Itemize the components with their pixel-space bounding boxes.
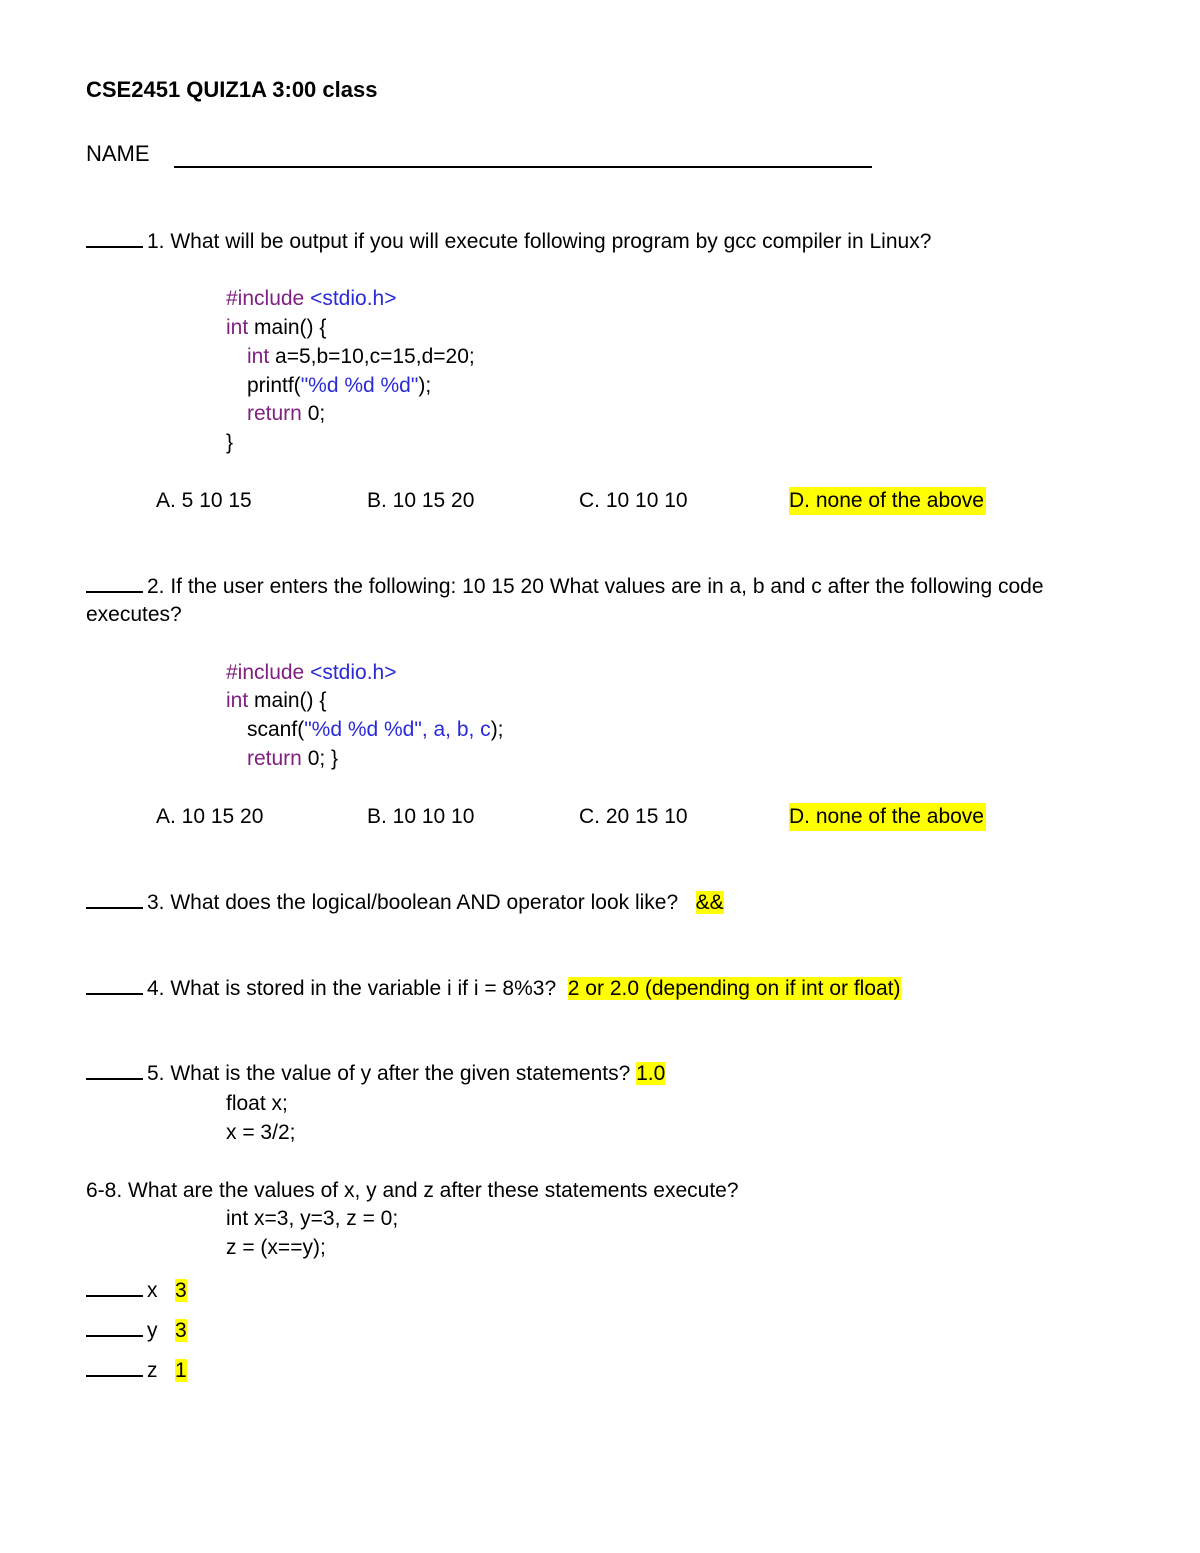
q1-option-b: B. 10 15 20 (367, 489, 475, 512)
question-2-text: 2. If the user enters the following: 10 15 20 What values are in a, b and c after the following code (147, 575, 1044, 598)
answer-blank-3[interactable] (86, 889, 143, 909)
question-5-text: 5. What is the value of y after the given statements? (147, 1062, 631, 1085)
q2-code-line-3: scanf("%d %d %d", a, b, c); (247, 718, 504, 741)
answer-blank-7[interactable] (86, 1317, 143, 1337)
question-5 (86, 1060, 665, 1088)
question-8-answer: 1 (175, 1359, 187, 1382)
answer-blank-4[interactable] (86, 975, 143, 995)
question-3-text: 3. What does the logical/boolean AND operator look like? (147, 891, 679, 914)
question-4-answer: 2 or 2.0 (depending on if int or float) (567, 977, 901, 1000)
q2-option-a: A. 10 15 20 (156, 805, 264, 828)
q5-code-line-1: float x; (226, 1092, 288, 1115)
q2-option-d-highlighted: D. none of the above (789, 803, 986, 831)
q5-code-line-2: x = 3/2; (226, 1121, 296, 1144)
q2-code-line-1: #include <stdio.h> (226, 661, 397, 684)
q2-code-line-4: return 0; } (247, 747, 339, 770)
q1-code-line-1: #include <stdio.h> (226, 287, 397, 310)
q1-code-line-2: int main() { (226, 316, 327, 339)
q1-option-c: C. 10 10 10 (579, 489, 688, 512)
q2-option-b: B. 10 10 10 (367, 805, 475, 828)
question-1 (86, 228, 931, 256)
question-8-z: z 1 (86, 1357, 187, 1385)
q6-code-line-2: z = (x==y); (226, 1236, 326, 1259)
q2-code-line-2: int main() { (226, 689, 327, 712)
q6-code-line-1: int x=3, y=3, z = 0; (226, 1207, 399, 1230)
q1-code-line-4: printf("%d %d %d"); (247, 374, 432, 397)
answer-blank-2[interactable] (86, 573, 143, 593)
name-field-line[interactable] (174, 166, 872, 168)
q1-code-line-3: int a=5,b=10,c=15,d=20; (247, 345, 475, 368)
question-3 (86, 889, 724, 917)
question-2-text-cont: executes? (86, 603, 182, 626)
q1-option-d-highlighted: D. none of the above (789, 487, 986, 515)
question-7-answer: 3 (175, 1319, 187, 1342)
name-label: NAME (86, 141, 150, 166)
q1-code-line-5: return 0; (247, 402, 326, 425)
question-3-answer: && (695, 891, 724, 914)
answer-blank-8[interactable] (86, 1357, 143, 1377)
question-4-text: 4. What is stored in the variable i if i = 8%3? (147, 977, 557, 1000)
question-5-answer: 1.0 (636, 1062, 666, 1085)
question-7-y: y 3 (86, 1317, 187, 1345)
question-6-x: x 3 (86, 1277, 187, 1305)
answer-blank-5[interactable] (86, 1060, 143, 1080)
question-6-8-text: 6-8. What are the values of x, y and z after these statements execute? (86, 1179, 739, 1202)
question-6-answer: 3 (175, 1279, 187, 1302)
question-1-text: 1. What will be output if you will execute following program by gcc compiler in Linux? (147, 230, 932, 253)
question-2 (86, 573, 1044, 601)
q1-code-line-6: } (226, 431, 234, 454)
q2-option-c: C. 20 15 10 (579, 805, 688, 828)
answer-blank-6[interactable] (86, 1277, 143, 1297)
quiz-title: CSE2451 QUIZ1A 3:00 class (86, 77, 378, 102)
answer-blank-1[interactable] (86, 228, 143, 248)
question-4 (86, 975, 901, 1003)
q1-option-a: A. 5 10 15 (156, 489, 252, 512)
